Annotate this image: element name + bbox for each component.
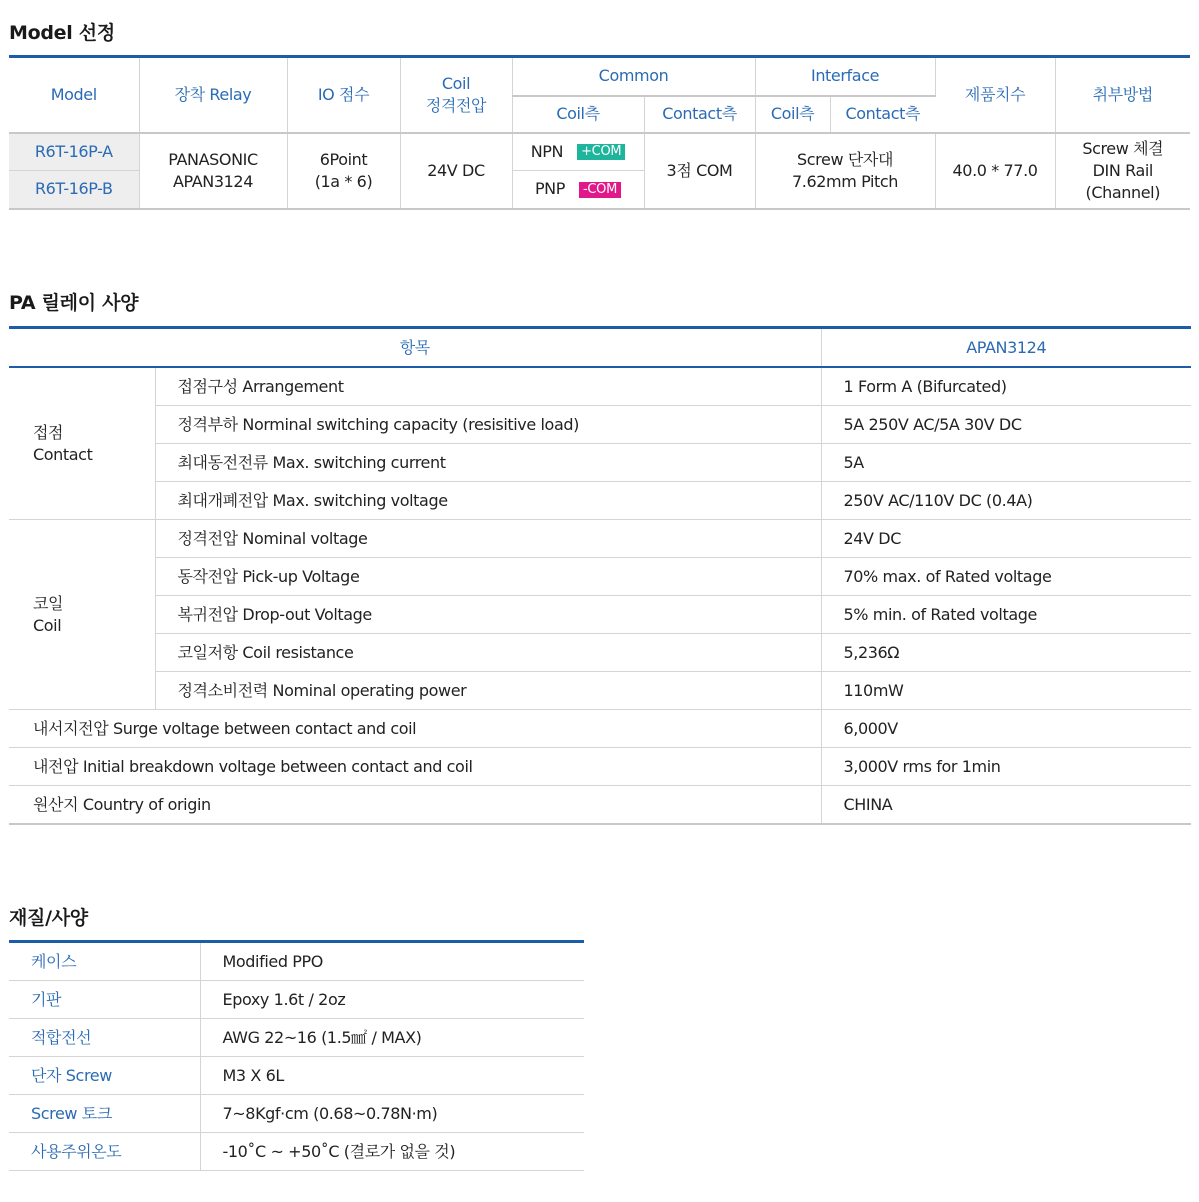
interface-line2: 7.62mm Pitch xyxy=(792,171,899,191)
header-common-contact: Contact측 xyxy=(644,96,755,133)
table-row xyxy=(9,1133,584,1171)
header-coil-line1: Coil xyxy=(441,73,471,93)
relay-spec-table xyxy=(9,326,1191,825)
header-common: Common xyxy=(512,57,755,96)
npn-cell xyxy=(512,133,644,171)
material-key: 적합전선 xyxy=(9,1019,200,1057)
mount-line1: Screw 체결 xyxy=(1082,138,1164,158)
interface-cell xyxy=(755,133,935,209)
io-line1: 6Point xyxy=(319,149,368,169)
mount-cell xyxy=(1055,133,1190,209)
material-key: 단자 Screw xyxy=(9,1057,200,1095)
coil-group-label xyxy=(9,520,155,710)
material-value: -10˚C ~ +50˚C (결로가 없을 것) xyxy=(200,1133,584,1171)
pnp-cell xyxy=(512,171,644,209)
header-interface-coil: Coil측 xyxy=(755,96,830,133)
material-key: 케이스 xyxy=(9,942,200,981)
table-row xyxy=(9,942,584,981)
table-row xyxy=(9,672,1191,710)
header-model: Model xyxy=(9,57,139,133)
table-row xyxy=(9,406,1191,444)
spec-item: 원산지 Country of origin xyxy=(9,786,821,825)
material-value: Epoxy 1.6t / 2oz xyxy=(200,981,584,1019)
model-section-title: Model 선정 xyxy=(9,22,115,44)
io-cell xyxy=(287,133,400,209)
plus-com-badge: +COM xyxy=(577,144,625,160)
material-value: M3 X 6L xyxy=(200,1057,584,1095)
coil-group-line2: Coil xyxy=(33,615,62,635)
spec-value: 3,000V rms for 1min xyxy=(821,748,1191,786)
spec-value: 5% min. of Rated voltage xyxy=(821,596,1191,634)
spec-value: 5,236Ω xyxy=(821,634,1191,672)
spec-item: 정격전압 Nominal voltage xyxy=(155,520,821,558)
contact-group-line1: 접점 xyxy=(33,422,64,442)
header-io: IO 점수 xyxy=(287,57,400,133)
spec-item: 최대개폐전압 Max. switching voltage xyxy=(155,482,821,520)
size-cell: 40.0 * 77.0 xyxy=(935,133,1055,209)
spec-value: 110mW xyxy=(821,672,1191,710)
mount-line2: DIN Rail xyxy=(1092,160,1153,180)
table-row xyxy=(9,1095,584,1133)
table-row xyxy=(9,596,1191,634)
io-line2: (1a * 6) xyxy=(314,171,373,191)
header-common-coil: Coil측 xyxy=(512,96,644,133)
spec-item: 정격소비전력 Nominal operating power xyxy=(155,672,821,710)
material-section-title: 재질/사양 xyxy=(9,907,88,929)
material-value: AWG 22~16 (1.5㎟ / MAX) xyxy=(200,1019,584,1057)
table-row xyxy=(9,786,1191,825)
spec-item: 복귀전압 Drop-out Voltage xyxy=(155,596,821,634)
model-cell: R6T-16P-B xyxy=(9,171,139,209)
header-coil-voltage xyxy=(400,57,512,133)
material-value: Modified PPO xyxy=(200,942,584,981)
material-key: 사용주위온도 xyxy=(9,1133,200,1171)
table-row xyxy=(9,367,1191,406)
spec-value: 70% max. of Rated voltage xyxy=(821,558,1191,596)
coil-voltage-cell: 24V DC xyxy=(400,133,512,209)
spec-item: 코일저항 Coil resistance xyxy=(155,634,821,672)
material-key: Screw 토크 xyxy=(9,1095,200,1133)
table-row xyxy=(9,444,1191,482)
spec-value: 1 Form A (Bifurcated) xyxy=(821,367,1191,406)
spec-value: 24V DC xyxy=(821,520,1191,558)
spec-value: 5A 250V AC/5A 30V DC xyxy=(821,406,1191,444)
pnp-label: PNP xyxy=(534,179,566,199)
table-row xyxy=(9,1057,584,1095)
relay-section-title: PA 릴레이 사양 xyxy=(9,292,139,314)
table-row xyxy=(9,710,1191,748)
common-contact-cell: 3점 COM xyxy=(644,133,755,209)
coil-group-line1: 코일 xyxy=(33,593,64,613)
mount-line3: (Channel) xyxy=(1085,182,1161,202)
material-table xyxy=(9,940,584,1171)
interface-line1: Screw 단자대 xyxy=(797,149,893,169)
spec-item: 동작전압 Pick-up Voltage xyxy=(155,558,821,596)
contact-group-label xyxy=(9,367,155,520)
table-row xyxy=(9,634,1191,672)
contact-group-line2: Contact xyxy=(33,444,93,464)
table-row xyxy=(9,520,1191,558)
header-mount: 취부방법 xyxy=(1055,57,1190,133)
header-coil-line2: 정격전압 xyxy=(425,95,487,115)
spec-item: 접점구성 Arrangement xyxy=(155,367,821,406)
spec-item: 내전압 Initial breakdown voltage between contact and coil xyxy=(9,748,821,786)
model-row xyxy=(9,133,1190,171)
spec-value: 5A xyxy=(821,444,1191,482)
minus-com-badge: -COM xyxy=(579,182,621,198)
header-item: 항목 xyxy=(9,328,821,368)
header-interface: Interface xyxy=(755,57,935,96)
table-row xyxy=(9,981,584,1019)
model-cell: R6T-16P-A xyxy=(9,133,139,171)
table-row xyxy=(9,482,1191,520)
relay-cell xyxy=(139,133,287,209)
relay-line1: PANASONIC xyxy=(168,149,258,169)
spec-value: 250V AC/110V DC (0.4A) xyxy=(821,482,1191,520)
header-apan3124: APAN3124 xyxy=(821,328,1191,368)
spec-item: 내서지전압 Surge voltage between contact and coil xyxy=(9,710,821,748)
material-key: 기판 xyxy=(9,981,200,1019)
model-table xyxy=(9,55,1190,210)
npn-label: NPN xyxy=(530,141,564,161)
relay-line2: APAN3124 xyxy=(172,171,253,191)
spec-item: 최대동전전류 Max. switching current xyxy=(155,444,821,482)
spec-item: 정격부하 Norminal switching capacity (resisitive load) xyxy=(155,406,821,444)
table-row xyxy=(9,558,1191,596)
material-value: 7~8Kgf·cm (0.68~0.78N·m) xyxy=(200,1095,584,1133)
header-size: 제품치수 xyxy=(935,57,1055,133)
header-interface-contact: Contact측 xyxy=(830,96,935,133)
header-relay: 장착 Relay xyxy=(139,57,287,133)
spec-value: 6,000V xyxy=(821,710,1191,748)
table-row xyxy=(9,1019,584,1057)
spec-value: CHINA xyxy=(821,786,1191,825)
table-row xyxy=(9,748,1191,786)
